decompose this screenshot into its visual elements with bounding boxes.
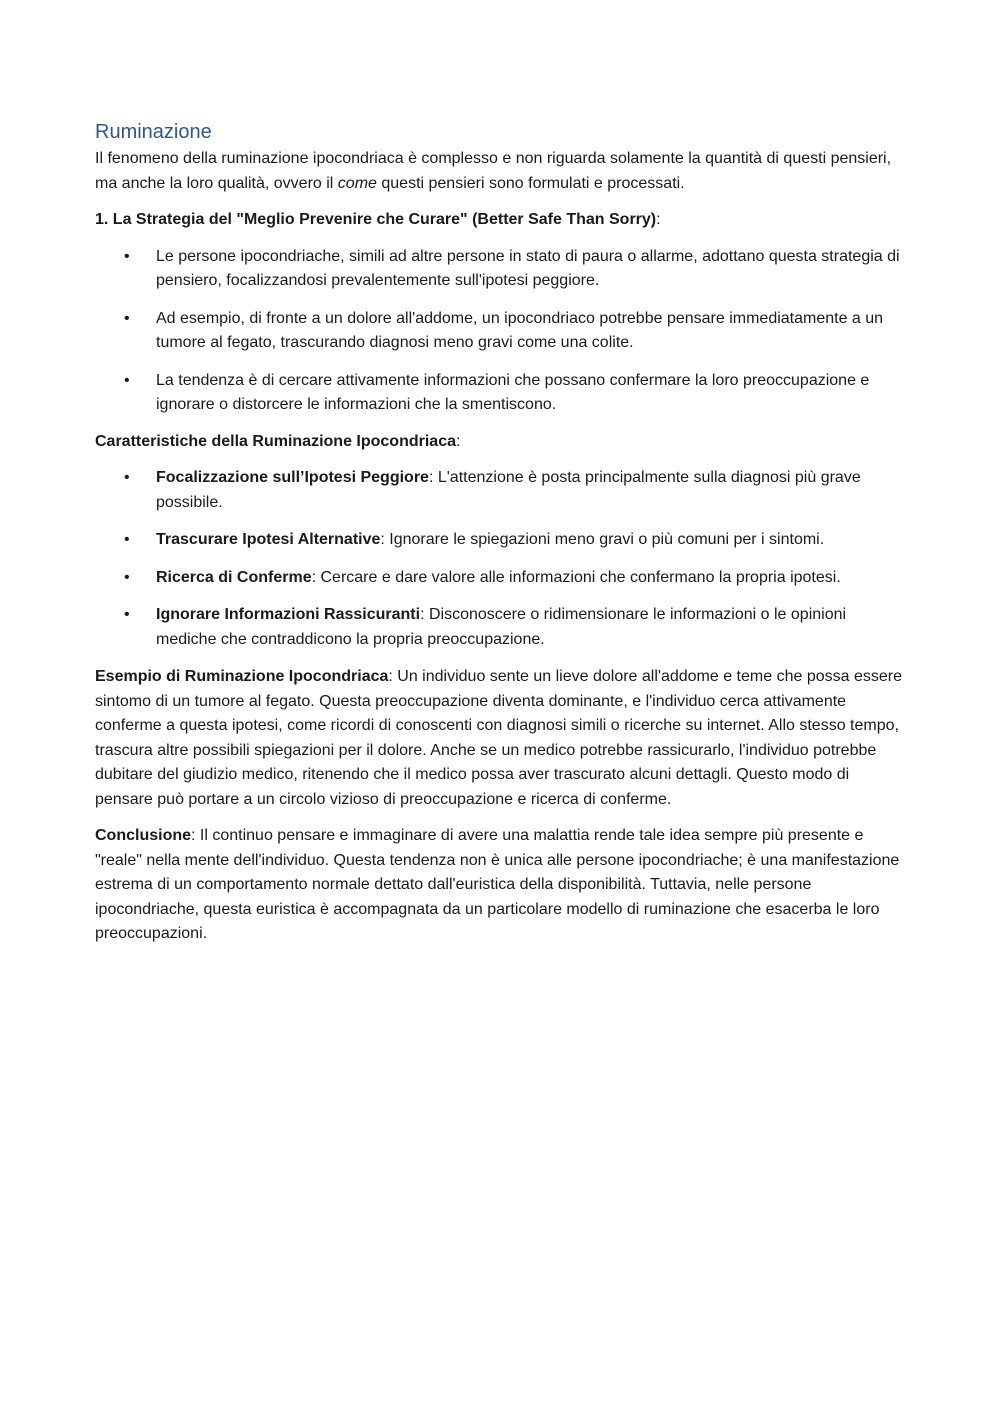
section2-list xyxy=(95,466,903,652)
list-item-desc: : Cercare e dare valore alle informazioni che confermano la propria ipotesi. xyxy=(311,568,841,586)
section2-title-text: Caratteristiche della Ruminazione Ipocondriaca xyxy=(95,432,456,450)
list-item: • La tendenza è di cercare attivamente informazioni che possano confermare la loro preoccupazione e ignorare o distorcere le informazioni che la smentiscono. xyxy=(156,369,903,418)
list-item xyxy=(156,566,903,591)
section1-title xyxy=(95,208,903,233)
list-item xyxy=(156,466,903,515)
intro-text-1: Il fenomeno della ruminazione ipocondriaca è complesso e non riguarda solamente la quantità di questi pensieri, ma anche la loro qualità, ovvero il xyxy=(95,150,892,192)
list-item: • Le persone ipocondriache, simili ad altre persone in stato di paura o allarme, adottano questa strategia di pensiero, focalizzandosi prevalentemente sull'ipotesi peggiore. xyxy=(156,245,903,294)
list-item-term: Ignorare Informazioni Rassicuranti xyxy=(156,606,421,623)
document-body xyxy=(95,118,903,959)
list-item-term: Trascurare Ipotesi Alternative xyxy=(156,531,381,548)
list-item xyxy=(156,603,903,652)
section2-title xyxy=(95,430,903,455)
list-item-desc: : L'attenzione è posta principalmente sulla diagnosi più grave possibile. xyxy=(156,469,861,511)
example-paragraph xyxy=(95,665,903,812)
intro-paragraph xyxy=(95,147,903,196)
conclusion-text: : Il continuo pensare e immaginare di avere una malattia rende tale idea sempre più presente e "reale" nella mente dell'individuo. Questa tendenza non è unica alle persone ipocondriache; è una manifestazione estrema di un comportamento normale dettato dall'euristica della disponibilità. Tuttavia, nelle persone ipocondriache, questa euristica è accompagnata da un particolare modello di ruminazione che esacerba le loro preoccupazioni. xyxy=(95,827,900,942)
intro-emphasis: come xyxy=(337,174,377,192)
section-heading: Ruminazione xyxy=(95,121,212,143)
list-item-term: Focalizzazione sull’Ipotesi Peggiore xyxy=(156,469,429,486)
section1-title-text: 1. La Strategia del "Meglio Prevenire che Curare" (Better Safe Than Sorry) xyxy=(95,211,657,228)
list-item-desc: : Ignorare le spiegazioni meno gravi o più comuni per i sintomi. xyxy=(380,531,825,548)
conclusion-paragraph xyxy=(95,824,903,947)
list-item-desc: : Disconoscere o ridimensionare le informazioni o le opinioni mediche che contraddicono la propria preoccupazione. xyxy=(156,606,847,648)
section2-title-suffix: : xyxy=(455,432,461,450)
section1-title-suffix: : xyxy=(656,211,661,228)
list-item xyxy=(156,528,903,553)
conclusion-term: Conclusione xyxy=(95,827,192,844)
section1-list xyxy=(95,245,903,418)
example-term: Esempio di Ruminazione Ipocondriaca xyxy=(95,668,389,685)
list-item-term: Ricerca di Conferme xyxy=(156,568,312,586)
example-text: : Un individuo sente un lieve dolore all'addome e teme che possa essere sintomo di un tumore al fegato. Questa preoccupazione diventa dominante, e l'individuo cerca attivamente conferme a questa ipotesi, come ricordi di conoscenti con diagnosi simili o ricerche su internet. Allo stesso tempo, trascura altre possibili spiegazioni per il dolore. Anche se un medico potrebbe rassicurarlo, l'individuo potrebbe dubitare del giudizio medico, ritenendo che il medico possa aver trascurato alcuni dettagli. Questo modo di pensare può portare a un circolo vizioso di preoccupazione e ricerca di conferme. xyxy=(95,668,902,808)
list-item: • Ad esempio, di fronte a un dolore all'addome, un ipocondriaco potrebbe pensare immediatamente a un tumore al fegato, trascurando diagnosi meno gravi come una colite. xyxy=(156,307,903,356)
intro-text-2: questi pensieri sono formulati e processati. xyxy=(376,174,685,192)
